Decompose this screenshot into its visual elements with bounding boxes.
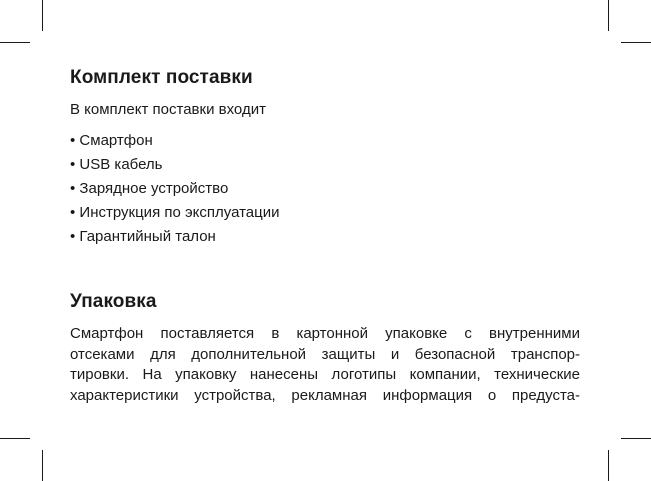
package-contents-list [70,129,279,249]
crop-mark-top-right-horizontal [621,42,651,43]
list-item: • Инструкция по эксплуатации [70,201,279,225]
list-item: • Зарядное устройство [70,177,279,201]
package-contents-intro: В комплект поставки входит [70,101,266,118]
paragraph-line: тировки. На упаковку нанесены логотипы компании, технические [70,366,580,383]
paragraph-line: характеристики устройства, рекламная информация о предуста- [70,386,580,404]
crop-mark-bottom-right-horizontal [621,438,651,439]
section-title-package-contents: Комплект поставки [70,67,253,88]
crop-mark-bottom-right-vertical [608,450,609,481]
paragraph-line: отсеками для дополнительной защиты и безопасной транспор- [70,345,580,363]
packaging-paragraph [70,324,580,406]
crop-mark-top-left-vertical [42,0,43,31]
crop-mark-top-right-vertical [608,0,609,31]
crop-mark-top-left-horizontal [0,42,30,43]
paragraph-line: Смартфон поставляется в картонной упаковке с внутренними [70,325,580,342]
crop-mark-bottom-left-vertical [42,450,43,481]
crop-mark-bottom-left-horizontal [0,438,30,439]
list-item: • Гарантийный талон [70,225,279,249]
list-item: • USB кабель [70,153,279,177]
list-item: • Смартфон [70,129,279,153]
section-title-packaging: Упаковка [70,291,157,312]
